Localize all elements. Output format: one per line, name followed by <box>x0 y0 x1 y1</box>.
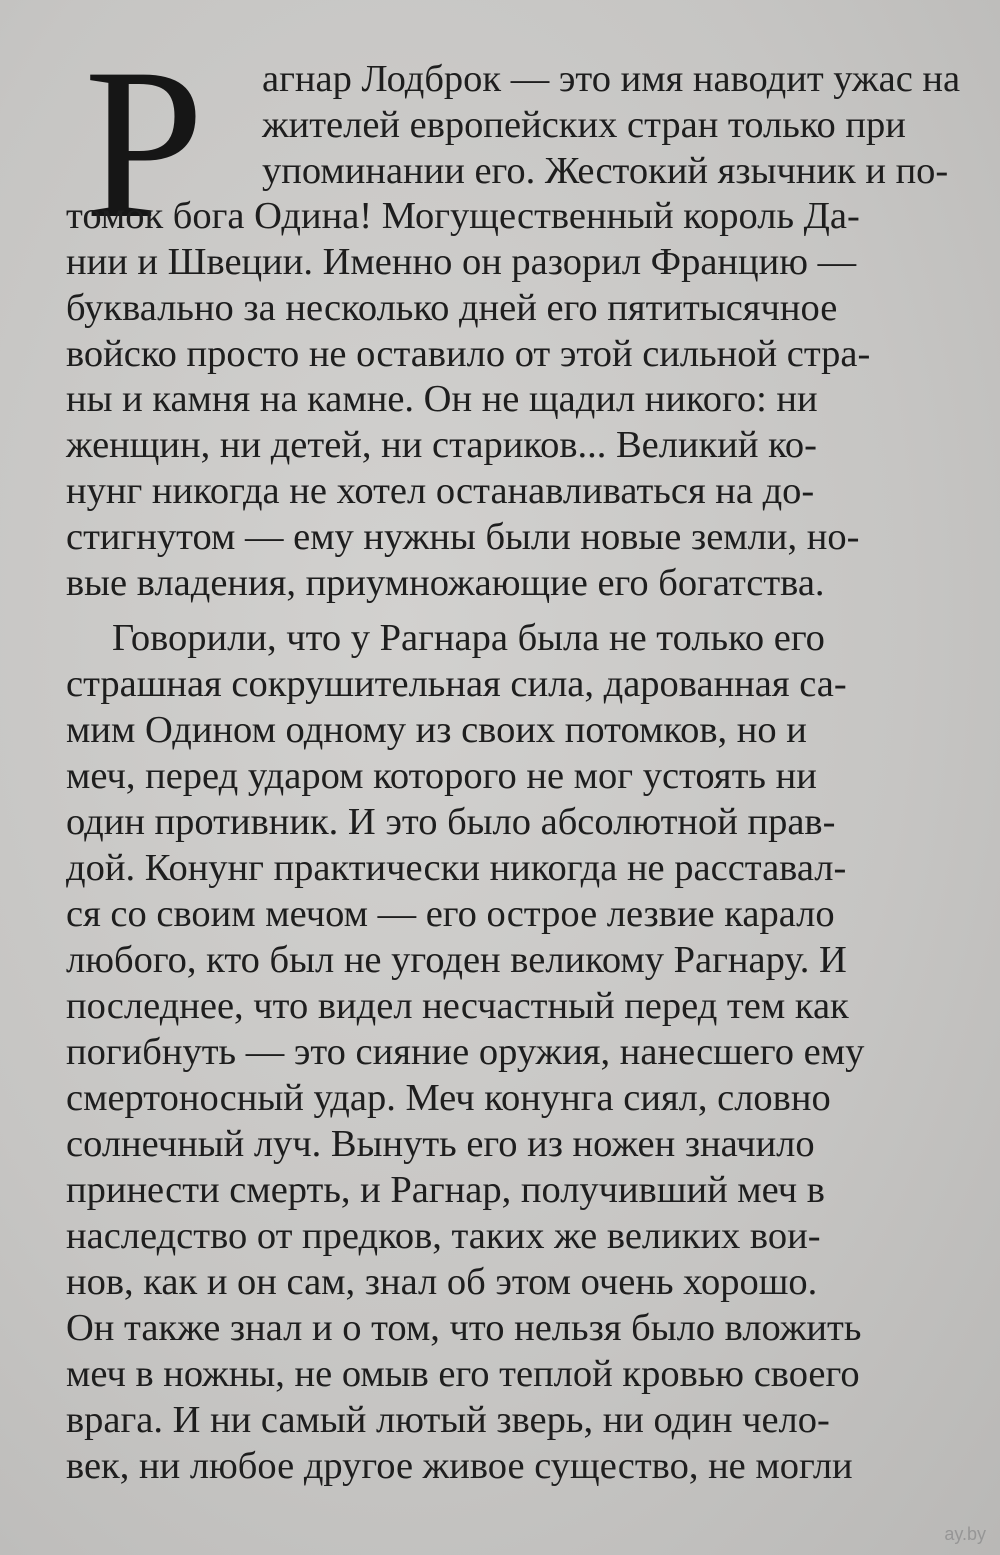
text-line: упоминании его. Жестокий язычник и по- <box>262 150 949 192</box>
text-line: буквально за несколько дней его пятитысячное <box>66 287 838 329</box>
text-line: Он также знал и о том, что нельзя было вложить <box>66 1307 862 1349</box>
text-line: мим Одином одному из своих потомков, но и <box>66 709 807 751</box>
text-line: стигнутом — ему нужны были новые земли, но- <box>66 516 860 558</box>
text-line: ны и камня на камне. Он не щадил никого: ни <box>66 378 818 420</box>
text-line: нии и Швеции. Именно он разорил Францию — <box>66 241 857 283</box>
watermark: ay.by <box>944 1524 986 1544</box>
text-line: один противник. И это было абсолютной прав- <box>66 801 836 843</box>
text-line: вые владения, приумножающие его богатства. <box>66 562 825 604</box>
drop-cap: Р <box>84 24 205 263</box>
text-line: смертоносный удар. Меч конунга сиял, словно <box>66 1077 831 1119</box>
text-line: томок бога Одина! Могущественный король Да- <box>66 195 860 237</box>
text-line: последнее, что видел несчастный перед тем как <box>66 985 849 1027</box>
text-line: погибнуть — это сияние оружия, нанесшего ему <box>66 1031 865 1073</box>
text-line: меч в ножны, не омыв его теплой кровью своего <box>66 1353 860 1395</box>
text-line: солнечный луч. Вынуть его из ножен значило <box>66 1123 815 1165</box>
text-line: нунг никогда не хотел останавливаться на до- <box>66 470 815 512</box>
text-line: принести смерть, и Рагнар, получивший меч в <box>66 1169 825 1211</box>
text-line: жителей европейских стран только при <box>262 104 906 146</box>
text-line: меч, перед ударом которого не мог устоять ни <box>66 755 817 797</box>
text-line: страшная сокрушительная сила, дарованная са- <box>66 663 847 705</box>
text-line: ся со своим мечом — его острое лезвие карало <box>66 893 835 935</box>
text-line: наследство от предков, таких же великих вои- <box>66 1215 821 1257</box>
text-line: агнар Лодброк — это имя наводит ужас на <box>262 58 961 100</box>
text-line: врага. И ни самый лютый зверь, ни один чело- <box>66 1399 830 1441</box>
text-line: войско просто не оставило от этой сильной стра- <box>66 333 871 375</box>
text-line: век, ни любое другое живое существо, не могли <box>66 1445 853 1487</box>
text-line: дой. Конунг практически никогда не расставал- <box>66 847 847 889</box>
text-line: женщин, ни детей, ни стариков... Великий ко- <box>66 424 817 466</box>
text-line: нов, как и он сам, знал об этом очень хорошо. <box>66 1261 818 1303</box>
text-line: любого, кто был не угоден великому Рагнару. И <box>66 939 847 981</box>
text-line: Говорили, что у Рагнара была не только его <box>112 617 825 659</box>
